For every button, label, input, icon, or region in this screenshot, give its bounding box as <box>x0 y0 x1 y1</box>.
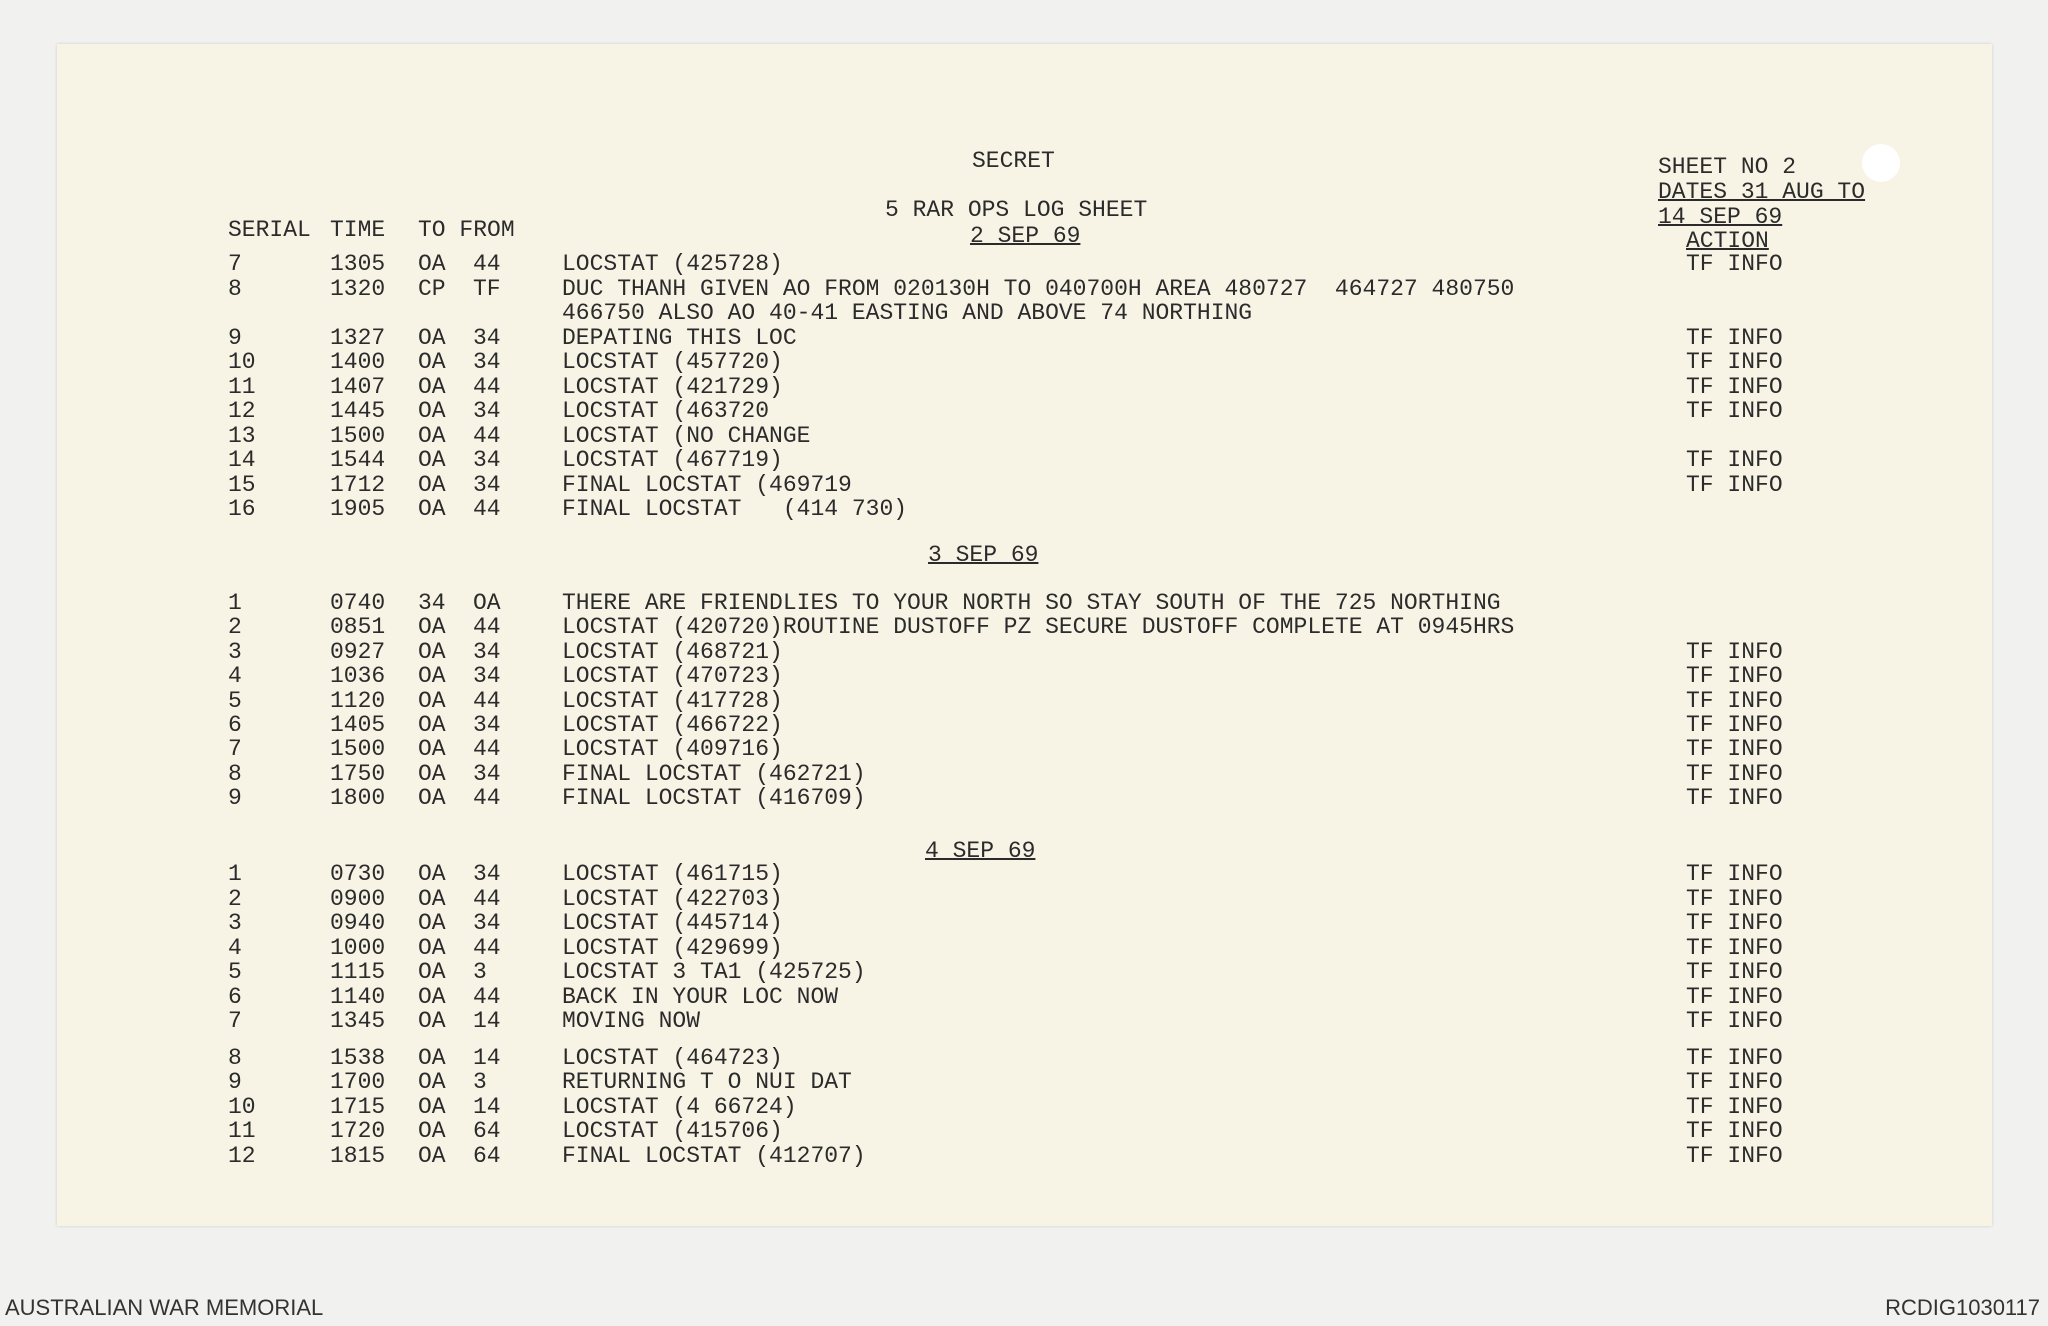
entry-from: 34 <box>473 349 501 375</box>
entry-to: OA <box>418 639 446 665</box>
entry-text: 466750 ALSO AO 40-41 EASTING AND ABOVE 74 NORTHING <box>562 300 1253 326</box>
entry-text: FINAL LOCSTAT (414 730) <box>562 496 908 522</box>
entry-time: 1544 <box>330 447 386 473</box>
entry-action: TF INFO <box>1686 736 1783 762</box>
entry-serial: 11 <box>228 1118 256 1144</box>
entry-text: LOCSTAT (421729) <box>562 374 783 400</box>
entry-action: TF INFO <box>1686 398 1783 424</box>
entry-text: LOCSTAT (467719) <box>562 447 783 473</box>
entry-time: 1320 <box>330 276 386 302</box>
entry-serial: 16 <box>228 496 256 522</box>
entry-text: LOCSTAT (464723) <box>562 1045 783 1071</box>
sheet-dates-line2: 14 SEP 69 <box>1658 204 1783 230</box>
entry-from: 44 <box>473 984 501 1010</box>
entry-serial: 6 <box>228 984 242 1010</box>
entry-to: OA <box>418 325 446 351</box>
sheet-number: SHEET NO 2 <box>1658 154 1797 180</box>
entry-action: TF INFO <box>1686 1008 1783 1034</box>
entry-text: LOCSTAT (NO CHANGE <box>562 423 811 449</box>
entry-text: LOCSTAT (409716) <box>562 736 783 762</box>
entry-to: OA <box>418 984 446 1010</box>
entry-text: LOCSTAT (470723) <box>562 663 783 689</box>
entry-from: 64 <box>473 1118 501 1144</box>
entry-action: TF INFO <box>1686 472 1783 498</box>
entry-time: 1712 <box>330 472 386 498</box>
entry-time: 1700 <box>330 1069 386 1095</box>
entry-time: 1000 <box>330 935 386 961</box>
entry-serial: 5 <box>228 688 242 714</box>
entry-text: LOCSTAT (461715) <box>562 861 783 887</box>
entry-action: TF INFO <box>1686 1069 1783 1095</box>
entry-time: 1036 <box>330 663 386 689</box>
entry-action: TF INFO <box>1686 959 1783 985</box>
entry-text: LOCSTAT (415706) <box>562 1118 783 1144</box>
entry-to: OA <box>418 423 446 449</box>
entry-to: CP <box>418 276 446 302</box>
entry-serial: 12 <box>228 1143 256 1169</box>
section-date-3: 4 SEP 69 <box>925 838 1036 864</box>
entry-time: 1400 <box>330 349 386 375</box>
entry-from: 34 <box>473 910 501 936</box>
entry-from: 34 <box>473 761 501 787</box>
section-date-1: 2 SEP 69 <box>970 223 1081 249</box>
entry-to: OA <box>418 1094 446 1120</box>
entry-text: LOCSTAT (425728) <box>562 251 783 277</box>
entry-action: TF INFO <box>1686 1045 1783 1071</box>
entry-text: LOCSTAT (429699) <box>562 935 783 961</box>
entry-time: 1715 <box>330 1094 386 1120</box>
entry-from: 44 <box>473 496 501 522</box>
entry-to: OA <box>418 861 446 887</box>
entry-serial: 3 <box>228 910 242 936</box>
entry-time: 1120 <box>330 688 386 714</box>
entry-text: MOVING NOW <box>562 1008 701 1034</box>
entry-from: 34 <box>473 447 501 473</box>
entry-from: 34 <box>473 472 501 498</box>
entry-from: OA <box>473 590 501 616</box>
entry-to: OA <box>418 736 446 762</box>
entry-to: OA <box>418 761 446 787</box>
entry-text: THERE ARE FRIENDLIES TO YOUR NORTH SO STAY SOUTH OF THE 725 NORTHING <box>562 590 1501 616</box>
entry-text: FINAL LOCSTAT (462721) <box>562 761 866 787</box>
time-header: TIME <box>330 217 386 243</box>
entry-action: TF INFO <box>1686 325 1783 351</box>
entry-to: OA <box>418 935 446 961</box>
entry-from: 34 <box>473 398 501 424</box>
entry-text: LOCSTAT (445714) <box>562 910 783 936</box>
entry-from: TF <box>473 276 501 302</box>
entry-from: 44 <box>473 935 501 961</box>
entry-to: OA <box>418 349 446 375</box>
entry-serial: 5 <box>228 959 242 985</box>
entry-serial: 11 <box>228 374 256 400</box>
entry-text: LOCSTAT (457720) <box>562 349 783 375</box>
entry-from: 64 <box>473 1143 501 1169</box>
entry-action: TF INFO <box>1686 712 1783 738</box>
to-from-header: TO FROM <box>418 217 515 243</box>
entry-to: OA <box>418 712 446 738</box>
entry-serial: 14 <box>228 447 256 473</box>
entry-action: TF INFO <box>1686 984 1783 1010</box>
entry-from: 44 <box>473 736 501 762</box>
entry-text: FINAL LOCSTAT (469719 <box>562 472 852 498</box>
entry-from: 44 <box>473 886 501 912</box>
entry-time: 1538 <box>330 1045 386 1071</box>
entry-from: 14 <box>473 1008 501 1034</box>
entry-from: 3 <box>473 959 487 985</box>
entry-time: 1140 <box>330 984 386 1010</box>
entry-serial: 7 <box>228 736 242 762</box>
entry-time: 1500 <box>330 736 386 762</box>
entry-serial: 6 <box>228 712 242 738</box>
entry-from: 44 <box>473 785 501 811</box>
entry-text: DEPATING THIS LOC <box>562 325 797 351</box>
entry-time: 0730 <box>330 861 386 887</box>
entry-to: OA <box>418 496 446 522</box>
entry-from: 34 <box>473 712 501 738</box>
log-title: 5 RAR OPS LOG SHEET <box>885 197 1148 223</box>
entry-serial: 9 <box>228 325 242 351</box>
entry-serial: 2 <box>228 614 242 640</box>
footer-id: RCDIG1030117 <box>1885 1295 2040 1320</box>
entry-to: OA <box>418 910 446 936</box>
entry-from: 44 <box>473 688 501 714</box>
punch-hole <box>1862 144 1900 182</box>
entry-serial: 7 <box>228 1008 242 1034</box>
entry-to: OA <box>418 614 446 640</box>
entry-action: TF INFO <box>1686 1094 1783 1120</box>
entry-from: 44 <box>473 251 501 277</box>
entry-time: 1405 <box>330 712 386 738</box>
entry-action: TF INFO <box>1686 761 1783 787</box>
entry-serial: 12 <box>228 398 256 424</box>
entry-from: 34 <box>473 861 501 887</box>
entry-time: 1500 <box>330 423 386 449</box>
entry-from: 14 <box>473 1094 501 1120</box>
entry-time: 1720 <box>330 1118 386 1144</box>
entry-to: OA <box>418 1143 446 1169</box>
entry-text: LOCSTAT (463720 <box>562 398 770 424</box>
entry-serial: 10 <box>228 1094 256 1120</box>
entry-text: LOCSTAT (420720)ROUTINE DUSTOFF PZ SECURE DUSTOFF COMPLETE AT 0945HRS <box>562 614 1515 640</box>
entry-action: TF INFO <box>1686 861 1783 887</box>
entry-time: 1345 <box>330 1008 386 1034</box>
entry-time: 0851 <box>330 614 386 640</box>
entry-serial: 9 <box>228 785 242 811</box>
entry-action: TF INFO <box>1686 1143 1783 1169</box>
entry-time: 1750 <box>330 761 386 787</box>
entry-serial: 3 <box>228 639 242 665</box>
entry-serial: 13 <box>228 423 256 449</box>
entry-time: 1815 <box>330 1143 386 1169</box>
entry-to: OA <box>418 398 446 424</box>
entry-action: TF INFO <box>1686 1118 1783 1144</box>
entry-action: TF INFO <box>1686 910 1783 936</box>
entry-text: LOCSTAT (466722) <box>562 712 783 738</box>
entry-serial: 8 <box>228 1045 242 1071</box>
entry-time: 1407 <box>330 374 386 400</box>
entry-action: TF INFO <box>1686 663 1783 689</box>
entry-action: TF INFO <box>1686 785 1783 811</box>
entry-action: TF INFO <box>1686 935 1783 961</box>
entry-action: TF INFO <box>1686 447 1783 473</box>
entry-from: 14 <box>473 1045 501 1071</box>
entry-to: OA <box>418 374 446 400</box>
entry-time: 0740 <box>330 590 386 616</box>
entry-to: OA <box>418 251 446 277</box>
entry-from: 3 <box>473 1069 487 1095</box>
entry-text: LOCSTAT 3 TA1 (425725) <box>562 959 866 985</box>
entry-serial: 10 <box>228 349 256 375</box>
entry-to: OA <box>418 447 446 473</box>
entry-action: TF INFO <box>1686 688 1783 714</box>
entry-serial: 2 <box>228 886 242 912</box>
entry-action: TF INFO <box>1686 251 1783 277</box>
entry-serial: 8 <box>228 761 242 787</box>
entry-serial: 4 <box>228 663 242 689</box>
entry-to: OA <box>418 886 446 912</box>
entry-from: 34 <box>473 325 501 351</box>
entry-time: 0940 <box>330 910 386 936</box>
entry-serial: 7 <box>228 251 242 277</box>
entry-time: 1115 <box>330 959 386 985</box>
entry-serial: 1 <box>228 590 242 616</box>
entry-to: OA <box>418 959 446 985</box>
entry-text: LOCSTAT (4 66724) <box>562 1094 797 1120</box>
entry-to: OA <box>418 785 446 811</box>
entry-text: LOCSTAT (468721) <box>562 639 783 665</box>
entry-to: OA <box>418 1045 446 1071</box>
classification-label: SECRET <box>972 148 1055 174</box>
entry-to: OA <box>418 688 446 714</box>
entry-action: TF INFO <box>1686 374 1783 400</box>
action-header: ACTION <box>1686 228 1769 254</box>
serial-header: SERIAL <box>228 217 311 243</box>
entry-from: 44 <box>473 423 501 449</box>
entry-to: 34 <box>418 590 446 616</box>
entry-time: 0900 <box>330 886 386 912</box>
entry-serial: 4 <box>228 935 242 961</box>
entry-time: 1905 <box>330 496 386 522</box>
entry-action: TF INFO <box>1686 349 1783 375</box>
entry-action: TF INFO <box>1686 639 1783 665</box>
entry-from: 44 <box>473 614 501 640</box>
entry-to: OA <box>418 1118 446 1144</box>
entry-serial: 15 <box>228 472 256 498</box>
entry-text: DUC THANH GIVEN AO FROM 020130H TO 040700H AREA 480727 464727 480750 <box>562 276 1515 302</box>
entry-time: 1800 <box>330 785 386 811</box>
footer-source: AUSTRALIAN WAR MEMORIAL <box>5 1295 324 1320</box>
entry-text: RETURNING T O NUI DAT <box>562 1069 852 1095</box>
entry-time: 0927 <box>330 639 386 665</box>
entry-text: LOCSTAT (417728) <box>562 688 783 714</box>
entry-to: OA <box>418 1069 446 1095</box>
entry-time: 1445 <box>330 398 386 424</box>
entry-from: 34 <box>473 639 501 665</box>
entry-text: BACK IN YOUR LOC NOW <box>562 984 839 1010</box>
entry-serial: 9 <box>228 1069 242 1095</box>
entry-text: LOCSTAT (422703) <box>562 886 783 912</box>
entry-to: OA <box>418 472 446 498</box>
entry-to: OA <box>418 1008 446 1034</box>
entry-time: 1305 <box>330 251 386 277</box>
entry-to: OA <box>418 663 446 689</box>
entry-text: FINAL LOCSTAT (412707) <box>562 1143 866 1169</box>
entry-action: TF INFO <box>1686 886 1783 912</box>
section-date-2: 3 SEP 69 <box>928 542 1039 568</box>
entry-from: 44 <box>473 374 501 400</box>
entry-from: 34 <box>473 663 501 689</box>
entry-time: 1327 <box>330 325 386 351</box>
sheet-dates-line1: DATES 31 AUG TO <box>1658 179 1866 205</box>
entry-serial: 8 <box>228 276 242 302</box>
entry-serial: 1 <box>228 861 242 887</box>
entry-text: FINAL LOCSTAT (416709) <box>562 785 866 811</box>
